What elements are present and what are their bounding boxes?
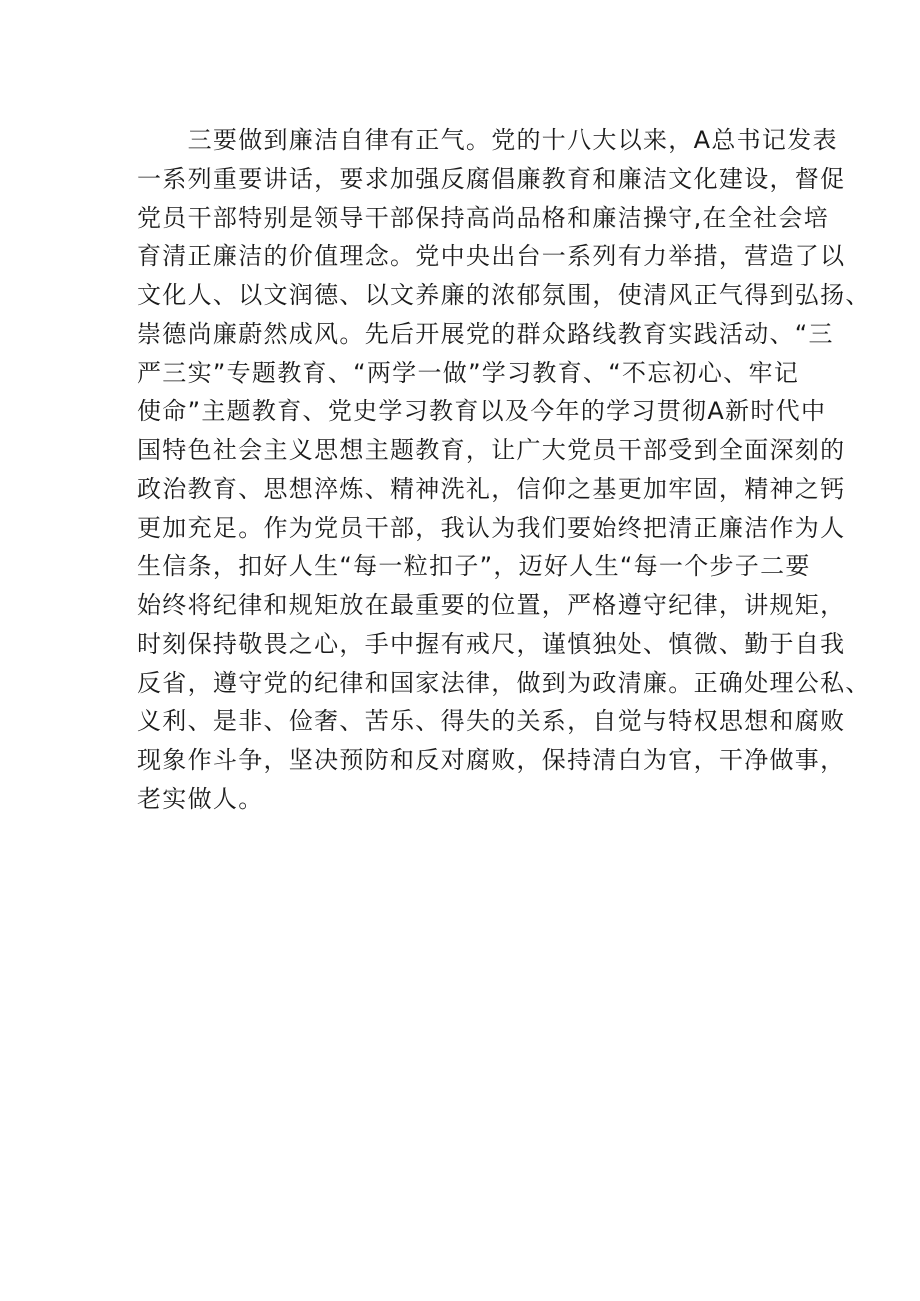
body-paragraph xyxy=(137,121,871,819)
paragraph-line-12: 生信条，扣好人生“每一粒扣子”，迈好人生“每一个步子二要 xyxy=(137,552,811,581)
paragraph-line-10: 政治教育、思想淬炼、精神洗礼，信仰之基更加牢固，精神之钙 xyxy=(137,474,846,503)
paragraph-line-13: 始终将纪律和规矩放在最重要的位置，严格遵守纪律，讲规矩， xyxy=(137,591,846,619)
paragraph-line-11: 更加充足。作为党员干部，我认为我们要始终把清正廉洁作为人 xyxy=(137,513,846,542)
paragraph-line-3: 党员干部特别是领导干部保持高尚品格和廉洁操守,在全社会培 xyxy=(137,203,830,232)
paragraph-line-7: 严三实”专题教育、“两学一做”学习教育、“不忘初心、牢记 xyxy=(137,358,800,387)
paragraph-line-1: 三要做到廉洁自律有正气。党的十八大以来，A总书记发表 xyxy=(137,126,838,154)
paragraph-line-8: 使命”主题教育、党史学习教育以及今年的学习贯彻A新时代中 xyxy=(137,397,827,426)
paragraph-line-17: 现象作斗争，坚决预防和反对腐败，保持清白为官，干净做事， xyxy=(137,746,846,774)
paragraph-line-16: 义利、是非、俭奢、苦乐、得失的关系，自觉与特权思想和腐败 xyxy=(137,707,846,736)
paragraph-line-9: 国特色社会主义思想主题教育，让广大党员干部受到全面深刻的 xyxy=(137,436,846,464)
paragraph-line-6: 崇德尚廉蔚然成风。先后开展党的群众路线教育实践活动、“三 xyxy=(137,319,834,348)
paragraph-line-5: 文化人、以文润德、以文养廉的浓郁氛围，使清风正气得到弘扬、 xyxy=(137,281,871,309)
paragraph-line-18: 老实做人。 xyxy=(137,784,264,813)
paragraph-line-14: 时刻保持敬畏之心，手中握有戒尺，谨慎独处、慎微、勤于自我 xyxy=(137,629,846,658)
paragraph-line-15: 反省，遵守党的纪律和国家法律，做到为政清廉。正确处理公私、 xyxy=(137,668,871,697)
paragraph-line-2: 一系列重要讲话，要求加强反腐倡廉教育和廉洁文化建设，督促 xyxy=(137,164,846,193)
paragraph-line-4: 育清正廉洁的价值理念。党中央出台一系列有力举措，营造了以 xyxy=(137,242,846,271)
